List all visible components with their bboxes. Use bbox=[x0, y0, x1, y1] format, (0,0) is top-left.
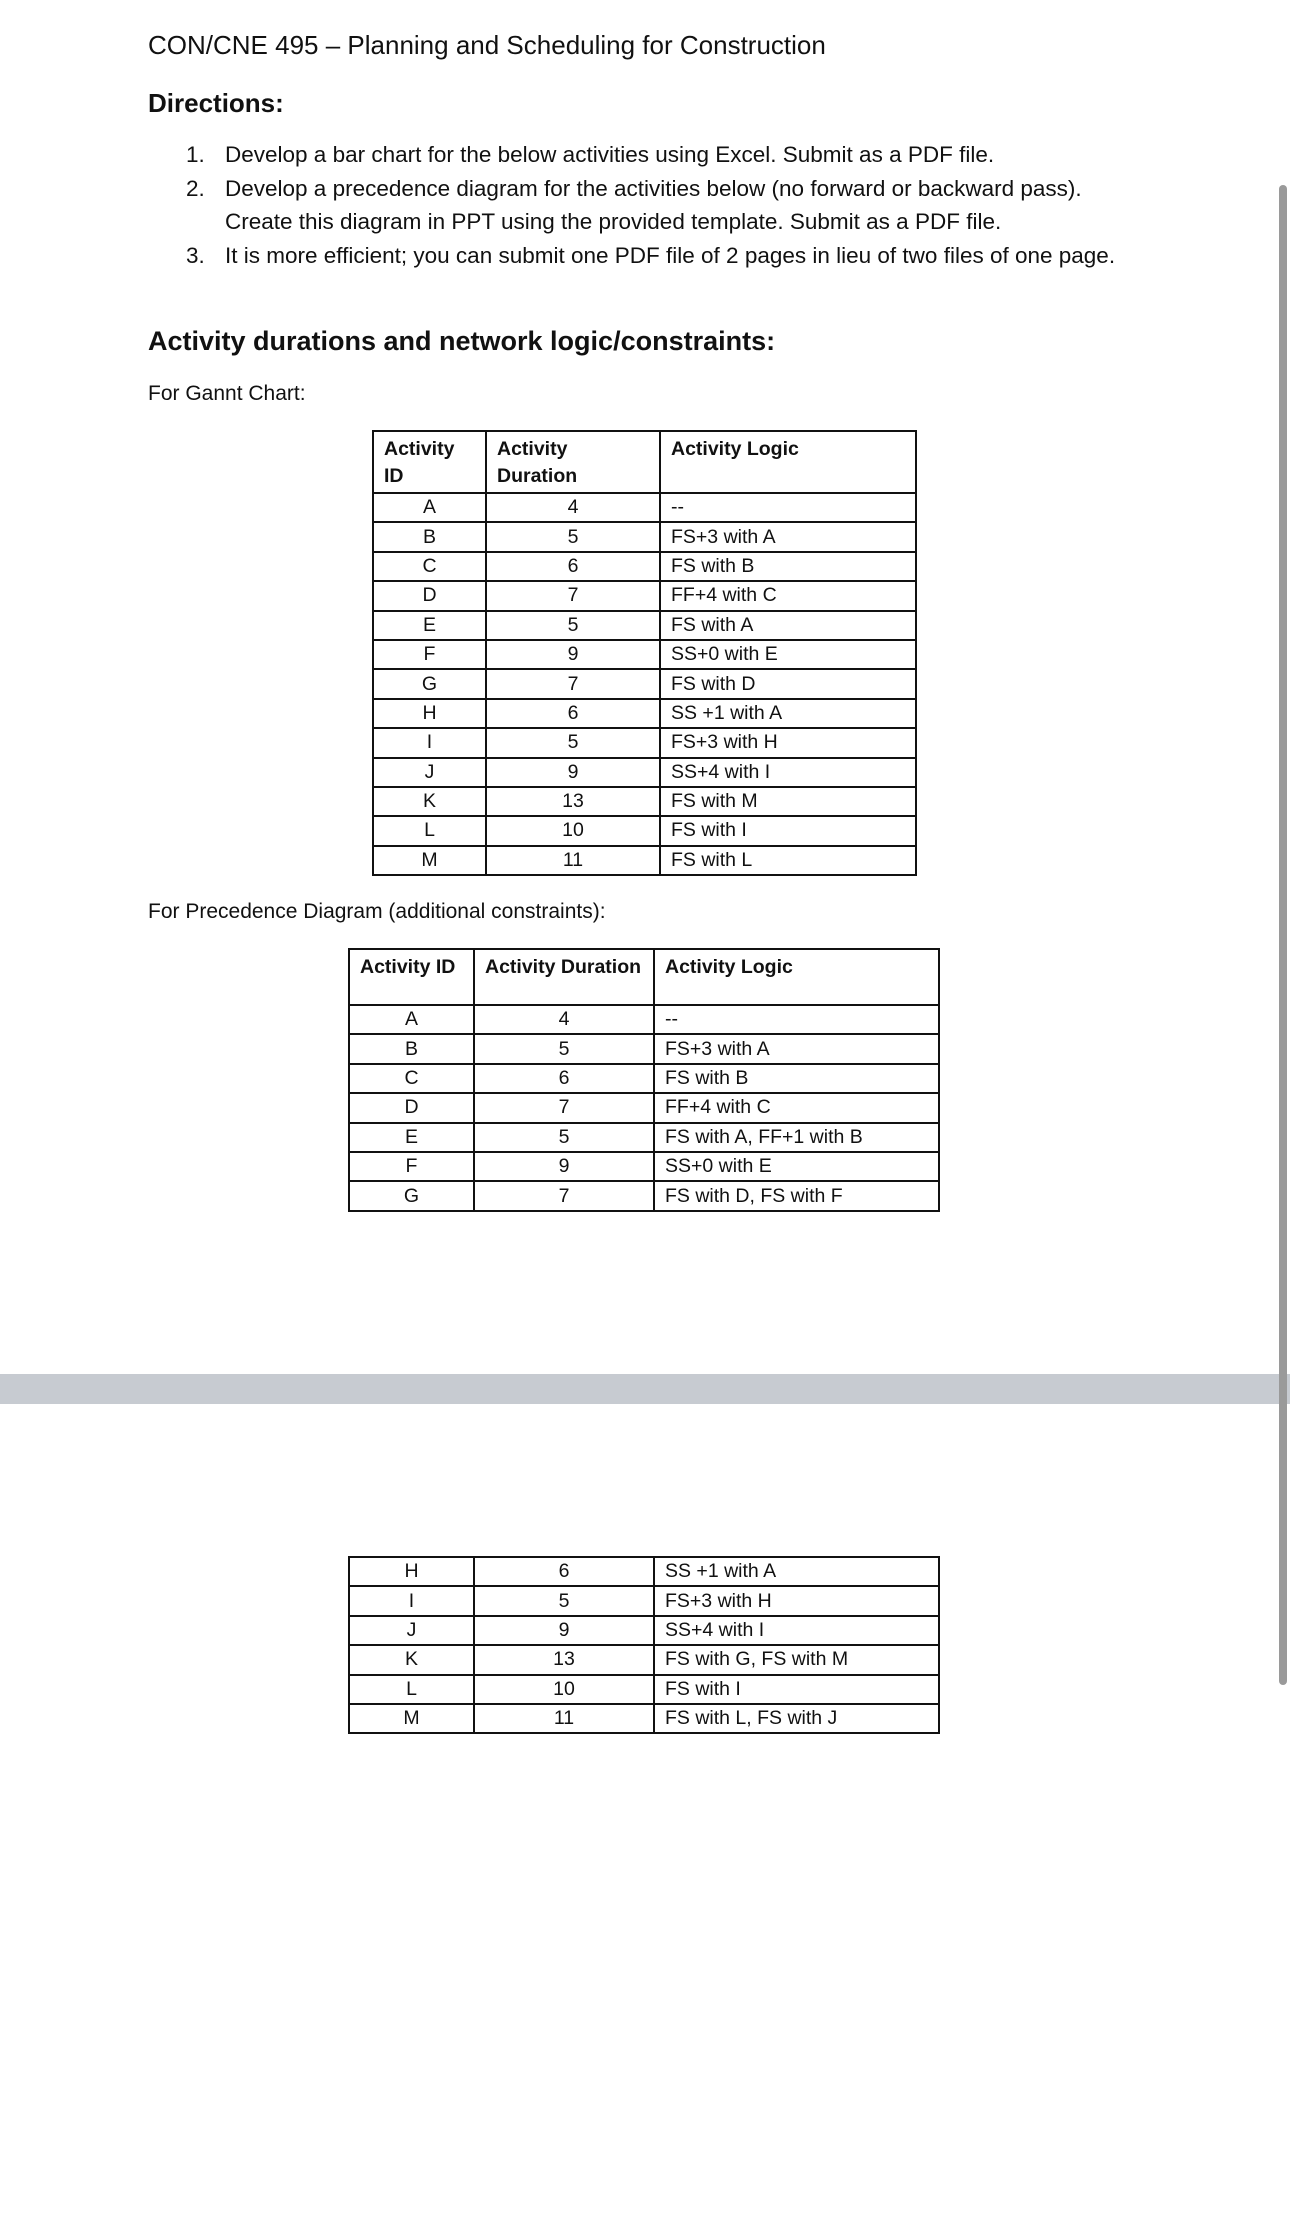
activity-duration-cell: 10 bbox=[474, 1675, 654, 1704]
activity-duration-cell: 11 bbox=[486, 846, 660, 875]
table-row bbox=[349, 1152, 939, 1181]
table-row bbox=[373, 816, 916, 845]
table-row bbox=[349, 1123, 939, 1152]
table-row bbox=[349, 1064, 939, 1093]
activity-logic-cell: FS+3 with A bbox=[654, 1034, 939, 1063]
header-activity-id: Activity ID bbox=[349, 949, 474, 1005]
precedence-caption: For Precedence Diagram (additional constraints): bbox=[148, 900, 606, 923]
activity-logic-cell: FS with B bbox=[654, 1064, 939, 1093]
directions-heading: Directions: bbox=[148, 88, 284, 118]
activity-duration-cell: 9 bbox=[486, 758, 660, 787]
table-header-row bbox=[373, 431, 916, 493]
table-row bbox=[349, 1704, 939, 1733]
direction-number: 2. bbox=[186, 175, 205, 201]
table-row bbox=[373, 611, 916, 640]
direction-item bbox=[148, 138, 1148, 172]
activity-logic-cell: FS with G, FS with M bbox=[654, 1645, 939, 1674]
activity-duration-cell: 13 bbox=[474, 1645, 654, 1674]
gantt-caption: For Gannt Chart: bbox=[148, 382, 306, 405]
activity-duration-cell: 9 bbox=[486, 640, 660, 669]
table-row bbox=[349, 1034, 939, 1063]
activity-duration-cell: 6 bbox=[486, 552, 660, 581]
activity-id-cell: D bbox=[373, 581, 486, 610]
section-heading: Activity durations and network logic/constraints: bbox=[148, 326, 776, 356]
activity-id-cell: F bbox=[349, 1152, 474, 1181]
table-row bbox=[373, 640, 916, 669]
header-activity-logic: Activity Logic bbox=[654, 949, 939, 1005]
activity-logic-cell: SS+0 with E bbox=[660, 640, 916, 669]
precedence-activity-table-continued bbox=[348, 1556, 940, 1734]
table-row bbox=[373, 552, 916, 581]
activity-duration-cell: 5 bbox=[474, 1034, 654, 1063]
pdf-page-2 bbox=[0, 1404, 1290, 2234]
activity-duration-cell: 13 bbox=[486, 787, 660, 816]
table-row bbox=[373, 699, 916, 728]
activity-id-cell: M bbox=[373, 846, 486, 875]
table-row bbox=[373, 846, 916, 875]
activity-id-cell: H bbox=[373, 699, 486, 728]
activity-logic-cell: FS with A bbox=[660, 611, 916, 640]
activity-id-cell: M bbox=[349, 1704, 474, 1733]
table-row bbox=[373, 728, 916, 757]
table-row bbox=[349, 1093, 939, 1122]
activity-duration-cell: 7 bbox=[486, 669, 660, 698]
table-row bbox=[373, 669, 916, 698]
table-row bbox=[373, 522, 916, 551]
activity-logic-cell: FS with D, FS with F bbox=[654, 1181, 939, 1210]
activity-logic-cell: FS+3 with H bbox=[654, 1586, 939, 1615]
table-row bbox=[349, 1586, 939, 1615]
activity-id-cell: C bbox=[349, 1064, 474, 1093]
activity-logic-cell: SS+4 with I bbox=[660, 758, 916, 787]
table-row bbox=[349, 1181, 939, 1210]
activity-logic-cell: FS with D bbox=[660, 669, 916, 698]
activity-duration-cell: 9 bbox=[474, 1152, 654, 1181]
activity-id-cell: A bbox=[373, 493, 486, 522]
activity-id-cell: I bbox=[373, 728, 486, 757]
direction-item bbox=[148, 239, 1148, 273]
activity-id-cell: E bbox=[373, 611, 486, 640]
activity-id-cell: F bbox=[373, 640, 486, 669]
document-title: CON/CNE 495 – Planning and Scheduling for Construction bbox=[148, 30, 826, 60]
activity-id-cell: L bbox=[349, 1675, 474, 1704]
activity-id-cell: A bbox=[349, 1005, 474, 1034]
activity-logic-cell: FS with L, FS with J bbox=[654, 1704, 939, 1733]
activity-id-cell: G bbox=[349, 1181, 474, 1210]
activity-id-cell: K bbox=[373, 787, 486, 816]
activity-logic-cell: SS +1 with A bbox=[660, 699, 916, 728]
activity-id-cell: I bbox=[349, 1586, 474, 1615]
activity-duration-cell: 7 bbox=[474, 1181, 654, 1210]
activity-logic-cell: FS with M bbox=[660, 787, 916, 816]
direction-number: 3. bbox=[186, 242, 205, 268]
direction-number: 1. bbox=[186, 142, 205, 167]
activity-duration-cell: 7 bbox=[486, 581, 660, 610]
activity-duration-cell: 5 bbox=[486, 522, 660, 551]
activity-logic-cell: FS with L bbox=[660, 846, 916, 875]
precedence-activity-table bbox=[348, 948, 940, 1212]
header-activity-logic: Activity Logic bbox=[660, 431, 916, 493]
table-row bbox=[349, 1005, 939, 1034]
activity-duration-cell: 4 bbox=[486, 493, 660, 522]
direction-text: Develop a precedence diagram for the activities below (no forward or backward pass). Create this diagram in PPT using the provided template. Submit as a PDF file. bbox=[225, 175, 1082, 234]
table-row bbox=[373, 758, 916, 787]
gantt-activity-table bbox=[372, 430, 917, 876]
table-row bbox=[349, 1616, 939, 1645]
activity-id-cell: E bbox=[349, 1123, 474, 1152]
activity-id-cell: C bbox=[373, 552, 486, 581]
activity-logic-cell: SS +1 with A bbox=[654, 1557, 939, 1586]
table-row bbox=[373, 581, 916, 610]
activity-logic-cell: FS with I bbox=[660, 816, 916, 845]
table-row bbox=[349, 1645, 939, 1674]
activity-logic-cell: -- bbox=[660, 493, 916, 522]
activity-id-cell: B bbox=[349, 1034, 474, 1063]
activity-logic-cell: SS+4 with I bbox=[654, 1616, 939, 1645]
activity-logic-cell: FS with A, FF+1 with B bbox=[654, 1123, 939, 1152]
table-row bbox=[349, 1557, 939, 1586]
activity-duration-cell: 11 bbox=[474, 1704, 654, 1733]
page-separator bbox=[0, 1374, 1290, 1404]
table-row bbox=[349, 1675, 939, 1704]
activity-logic-cell: FS+3 with A bbox=[660, 522, 916, 551]
activity-logic-cell: FF+4 with C bbox=[660, 581, 916, 610]
activity-duration-cell: 6 bbox=[474, 1064, 654, 1093]
activity-id-cell: J bbox=[373, 758, 486, 787]
activity-logic-cell: FS with I bbox=[654, 1675, 939, 1704]
activity-duration-cell: 5 bbox=[474, 1586, 654, 1615]
table-header-row bbox=[349, 949, 939, 1005]
activity-duration-cell: 5 bbox=[486, 728, 660, 757]
activity-duration-cell: 6 bbox=[474, 1557, 654, 1586]
activity-duration-cell: 4 bbox=[474, 1005, 654, 1034]
directions-list bbox=[148, 138, 1148, 272]
header-activity-duration: Activity Duration bbox=[486, 431, 660, 493]
activity-id-cell: L bbox=[373, 816, 486, 845]
activity-logic-cell: -- bbox=[654, 1005, 939, 1034]
activity-duration-cell: 5 bbox=[486, 611, 660, 640]
activity-logic-cell: FS with B bbox=[660, 552, 916, 581]
header-activity-id: Activity ID bbox=[373, 431, 486, 493]
activity-duration-cell: 9 bbox=[474, 1616, 654, 1645]
table-row bbox=[373, 493, 916, 522]
activity-logic-cell: FS+3 with H bbox=[660, 728, 916, 757]
activity-id-cell: H bbox=[349, 1557, 474, 1586]
activity-id-cell: D bbox=[349, 1093, 474, 1122]
header-activity-duration: Activity Duration bbox=[474, 949, 654, 1005]
activity-duration-cell: 7 bbox=[474, 1093, 654, 1122]
activity-id-cell: G bbox=[373, 669, 486, 698]
activity-logic-cell: FF+4 with C bbox=[654, 1093, 939, 1122]
direction-item bbox=[148, 172, 1148, 239]
table-row bbox=[373, 787, 916, 816]
direction-text: Develop a bar chart for the below activities using Excel. Submit as a PDF file. bbox=[225, 142, 995, 167]
activity-duration-cell: 10 bbox=[486, 816, 660, 845]
activity-duration-cell: 5 bbox=[474, 1123, 654, 1152]
vertical-scrollbar[interactable] bbox=[1279, 185, 1287, 1685]
direction-text: It is more efficient; you can submit one PDF file of 2 pages in lieu of two files of one page. bbox=[225, 242, 1116, 268]
activity-id-cell: K bbox=[349, 1645, 474, 1674]
activity-duration-cell: 6 bbox=[486, 699, 660, 728]
activity-id-cell: B bbox=[373, 522, 486, 551]
activity-logic-cell: SS+0 with E bbox=[654, 1152, 939, 1181]
activity-id-cell: J bbox=[349, 1616, 474, 1645]
